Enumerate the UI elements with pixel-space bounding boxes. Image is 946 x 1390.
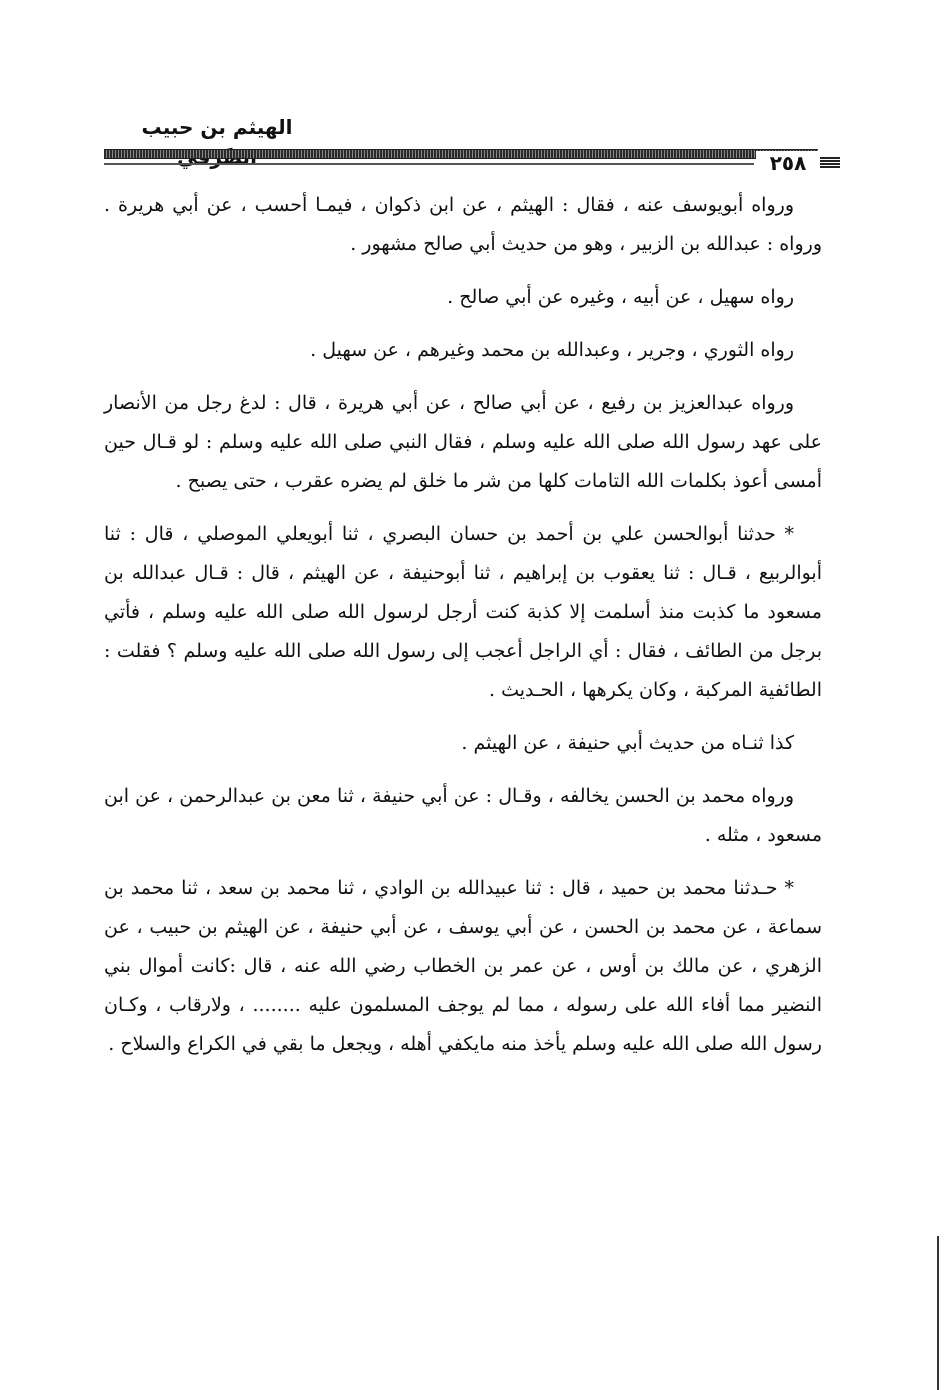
body-text: [104, 186, 822, 1064]
page-number: ٢٥٨: [756, 151, 820, 175]
header-rule: [104, 149, 818, 159]
running-header-title: الهيثم بن حبيب: [141, 115, 293, 139]
paragraph: رواه سهيل ، عن أبيه ، وغيره عن أبي صالح .: [447, 286, 794, 308]
scan-edge-line: [937, 1236, 939, 1390]
paragraph: * حـدثنا محمد بن حميد ، قال : ثنا عبيدالله بن الوادي ، ثنا محمد بن سعد ، ثنا محمد بن سماعة ، عن محمد بن الحسن ، عن أبي يوسف ، عن أبي حنيفة ، عن الهيثم بن حبيب ، عن الزهري ، عن مالك بن أوس ، عن عمر بن الخطاب رضي الله عنه ، قال :كانت أموال بني النضير مما أفاء الله على رسوله ، مما لم يوجف المسلمون عليه ........ ، ولارقاب ، وكـان رسول الله صلى الله عليه وسلم يأخذ منه مايكفي أهله ، ويجعل ما بقي في الكراع والسلاح .: [104, 877, 822, 1055]
paragraph: رواه الثوري ، وجرير ، وعبدالله بن محمد وغيرهم ، عن سهيل .: [310, 339, 794, 361]
header-underline: [104, 163, 754, 165]
paragraph: ورواه أبويوسف عنه ، فقال : الهيثم ، عن ابن ذكوان ، فيمـا أحسب ، عن أبي هريرة . ورواه : عبدالله بن الزبير ، وهو من حديث أبي صالح مشهور .: [104, 194, 822, 255]
paragraph: كذا ثنـاه من حديث أبي حنيفة ، عن الهيثم .: [461, 732, 794, 754]
paragraph: * حدثنا أبوالحسن علي بن أحمد بن حسان البصري ، ثنا أبويعلي الموصلي ، قال : ثنا أبوالربيع ، قـال : ثنا يعقوب بن إبراهيم ، ثنا أبوحنيفة ، عن الهيثم ، قال : قـال عبدالله بن مسعود ما كذبت منذ أسلمت إلا كذبة كنت أرجل لرسول الله صلى الله عليه وسلم ، فأتي برجل من الطائف ، فقال : أي الراجل أعجب إلى رسول الله صلى الله عليه وسلم ؟ فقلت : الطائفية المركبة ، وكان يكرهها ، الحـديث .: [104, 523, 822, 701]
page-number-ornament: [818, 156, 840, 168]
paragraph: ورواه عبدالعزيز بن رفيع ، عن أبي صالح ، عن أبي هريرة ، قال : لدغ رجل من الأنصار على عهد رسول الله صلى الله عليه وسلم ، فقال النبي صلى الله عليه وسلم : لو قـال حين أمسى أعوذ بكلمات الله التامات كلها من شر ما خلق لم يضره عقرب ، حتى يصبح .: [104, 392, 822, 492]
paragraph: ورواه محمد بن الحسن يخالفه ، وقـال : عن أبي حنيفة ، ثنا معن بن عبدالرحمن ، عن ابن مسعود ، مثله .: [104, 785, 822, 846]
